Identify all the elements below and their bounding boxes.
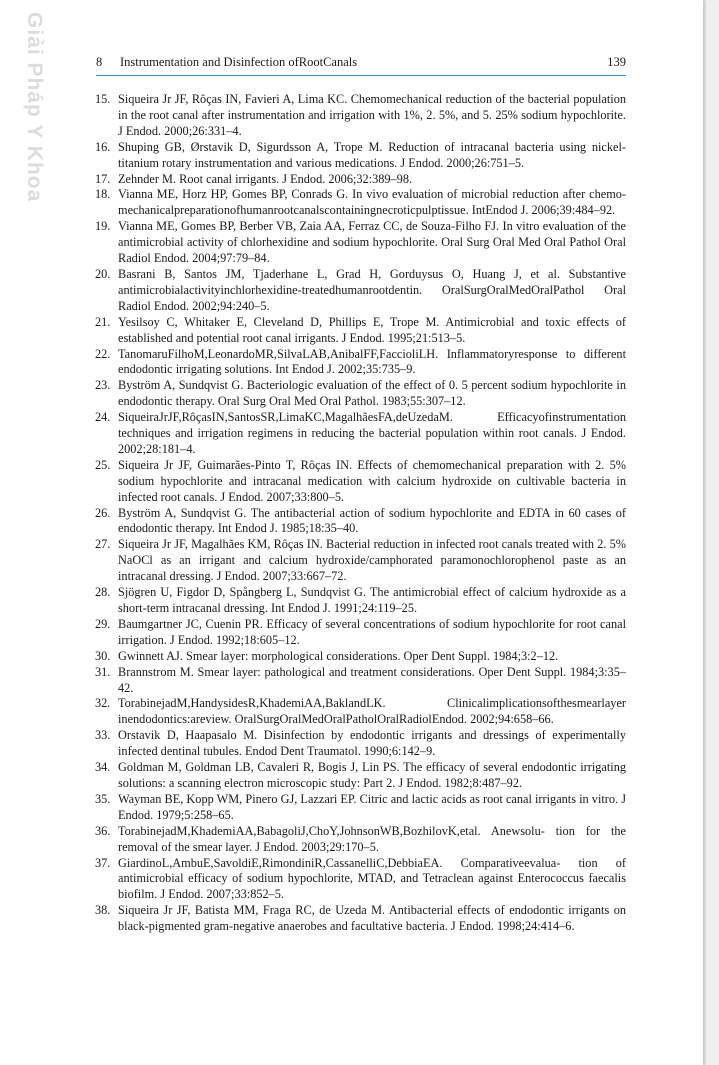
reference-text: Goldman M, Goldman LB, Cavaleri R, Bogis J, Lin PS. The efficacy of several endodontic irrigating solutions: a scanning electron microscopic study: Part 2. J Endod. 1982;8:487–92. (118, 760, 626, 790)
reference-item (96, 760, 626, 792)
chapter-title: Instrumentation and Disinfection ofRootCanals (120, 55, 358, 69)
reference-item (96, 315, 626, 347)
reference-number: 32. (95, 696, 111, 711)
reference-text: Sjögren U, Figdor D, Spångberg L, Sundqvist G. The antimicrobial effect of calcium hydroxide as a short-term intracanal dressing. Int Endod J. 1991;24:119–25. (118, 585, 626, 615)
reference-number: 19. (95, 219, 111, 234)
reference-item (96, 187, 626, 219)
reference-item (96, 347, 626, 379)
reference-item (96, 728, 626, 760)
reference-item (96, 824, 626, 856)
reference-number: 35. (95, 791, 111, 806)
reference-item (96, 696, 626, 728)
reference-text: GiardinoL,AmbuE,SavoldiE,RimondiniR,CassanelliC,DebbiaEA. Comparativeevalua- tion of antimicrobial efficacy of sodium hypochlorite, MTAD, and Tetraclean against Enterococcus faecalis biofilm. J Endod. 2007;33:852–5. (118, 855, 626, 902)
reference-text: Zehnder M. Root canal irrigants. J Endod. 2006;32:389–98. (118, 171, 413, 186)
reference-item (96, 140, 626, 172)
reference-item (96, 792, 626, 824)
reference-item (96, 92, 626, 140)
reference-number: 36. (95, 823, 111, 838)
reference-text: Byström A, Sundqvist G. Bacteriologic evaluation of the effect of 0. 5 percent sodium hypochlorite in endodontic therapy. Oral Surg Oral Med Oral Pathol. 1983;55:307–12. (118, 378, 626, 409)
reference-text: Wayman BE, Kopp WM, Pinero GJ, Lazzari EP. Citric and lactic acids as root canal irrigants in vitro. J Endod. 1979;5:258–65. (118, 791, 626, 822)
reference-text: Siqueira Jr JF, Guimarães-Pinto T, Rôças IN. Effects of chemomechanical preparation with 2. 5% sodium hypochlorite and intracanal medication with calcium hydroxide on cultivable bacteria in infected root canals. J Endod. 2007;33:800–5. (118, 457, 626, 504)
reference-item (96, 378, 626, 410)
reference-number: 24. (95, 410, 111, 425)
reference-number: 16. (95, 139, 111, 154)
reference-item (96, 410, 626, 458)
reference-number: 37. (95, 855, 111, 870)
scrollbar[interactable] (706, 0, 719, 1065)
reference-number: 18. (95, 187, 111, 202)
reference-number: 23. (95, 378, 111, 393)
reference-number: 33. (95, 728, 111, 743)
reference-number: 26. (95, 505, 111, 520)
reference-item (96, 537, 626, 585)
reference-number: 30. (95, 648, 111, 663)
reference-item (96, 267, 626, 315)
reference-number: 22. (95, 346, 111, 361)
reference-text: Siqueira Jr JF, Rôças IN, Favieri A, Lima KC. Chemomechanical reduction of the bacterial population in the root canal after instrumentation and irrigation with 1%, 2. 5%, and 5. 25% sodium hypochlorite. J Endod. 2000;26:331–4. (118, 92, 626, 138)
reference-number: 20. (95, 266, 111, 281)
reference-text: SiqueiraJrJF,RôçasIN,SantosSR,LimaKC,MagalhãesFA,deUzedaM. Efficacyofinstrumentation techniques and irrigation regimens in reducing the bacterial population within root canals. J Endod. 2002;28:181–4. (118, 410, 626, 456)
reference-number: 27. (95, 537, 111, 552)
reference-number: 17. (95, 171, 111, 186)
reference-item (96, 458, 626, 506)
reference-text: Vianna ME, Gomes BP, Berber VB, Zaia AA, Ferraz CC, de Souza-Filho FJ. In vitro evaluation of the antimicrobial activity of chlorhexidine and sodium hypochlorite. Oral Surg Oral Med Oral Pathol Oral Radiol Endod. 2004;97:79–84. (118, 219, 626, 266)
reference-text: Yesilsoy C, Whitaker E, Cleveland D, Phillips E, Trope M. Antimicrobial and toxic effects of established and potential root canal irrigants. J Endod. 1995;21:513–5. (118, 314, 626, 345)
reference-item (96, 649, 626, 665)
reference-text: TanomaruFilhoM,LeonardoMR,SilvaLAB,AnibalFF,FaccioliLH. Inflammatoryresponse to different endodontic irrigating solutions. Int Endod J. 2002;35:735–9. (118, 346, 626, 377)
reference-item (96, 219, 626, 267)
page-number: 139 (607, 55, 626, 69)
reference-item (96, 172, 626, 188)
reference-number: 25. (95, 457, 111, 472)
reference-text: Siqueira Jr JF, Magalhães KM, Rôças IN. Bacterial reduction in infected root canals treated with 2. 5% NaOCl as an irrigant and calcium hydroxide/camphorated paramonochlorophenol paste as an intracanal dressing. J Endod. 2007;33:667–72. (118, 537, 626, 584)
reference-text: Gwinnett AJ. Smear layer: morphological considerations. Oper Dent Suppl. 1984;3:2–12. (118, 648, 559, 663)
reference-item (96, 856, 626, 904)
reference-number: 38. (95, 903, 111, 918)
header-rule (96, 75, 626, 76)
reference-number: 15. (95, 92, 111, 106)
reference-number: 34. (95, 760, 111, 775)
reference-text: Baumgartner JC, Cuenin PR. Efficacy of several concentrations of sodium hypochlorite for root canal irrigation. J Endod. 1992;18:605–12. (118, 616, 626, 647)
reference-text: TorabinejadM,KhademiAA,BabagoliJ,ChoY,JohnsonWB,BozhilovK,etal. Anewsolu- tion for the removal of the smear layer. J Endod. 2003;29:170–5. (118, 823, 626, 854)
reference-text: Vianna ME, Horz HP, Gomes BP, Conrads G. In vivo evaluation of microbial reduction after chemo-mechanicalpreparationofhumanrootcanalscontainingnecroticpulptissue. IntEndod J. 2006;39:484–92. (118, 187, 626, 218)
reference-text: Byström A, Sundqvist G. The antibacterial action of sodium hypochlorite and EDTA in 60 cases of endodontic therapy. Int Endod J. 1985;18:35–40. (118, 505, 626, 536)
reference-text: Shuping GB, Ørstavik D, Sigurdsson A, Trope M. Reduction of intracanal bacteria using nickel-titanium rotary instrumentation and various medications. J Endod. 2000;26:751–5. (118, 139, 626, 170)
reference-text: TorabinejadM,HandysidesR,KhademiAA,BaklandLK. Clinicalimplicationsofthesmearlayer inendodontics:areview. OralSurgOralMedOralPatholOralRadiolEndod. 2002;94:658–66. (118, 696, 626, 727)
reference-item (96, 617, 626, 649)
reference-item (96, 506, 626, 538)
reference-item (96, 665, 626, 697)
watermark: Giải Pháp Y Khoa (23, 12, 46, 203)
reference-number: 21. (95, 314, 111, 329)
reference-text: Brannstrom M. Smear layer: pathological and treatment considerations. Oper Dent Suppl. 1984;3:35–42. (118, 664, 626, 695)
reference-item (96, 903, 626, 935)
chapter-number: 8 (96, 55, 103, 69)
reference-number: 31. (95, 664, 111, 679)
reference-number: 29. (95, 616, 111, 631)
reference-text: Orstavik D, Haapasalo M. Disinfection by endodontic irrigants and dressings of experimentally infected dentinal tubules. Endod Dent Traumatol. 1990;6:142–9. (118, 728, 626, 759)
reference-number: 28. (95, 585, 111, 600)
reference-list (96, 92, 626, 935)
reference-text: Siqueira Jr JF, Batista MM, Fraga RC, de Uzeda M. Antibacterial effects of endodontic irrigants on black-pigmented gram-negative anaerobes and facultative bacteria. J Endod. 1998;24:414–6. (118, 903, 626, 934)
reference-text: Basrani B, Santos JM, Tjaderhane L, Grad H, Gorduysus O, Huang J, et al. Substantive antimicrobialactivityinchlorhexidine-treatedhumanrootdentin. OralSurgOralMedOralPathol Oral Radiol Endod. 2002;94:240–5. (118, 266, 626, 313)
reference-item (96, 585, 626, 617)
